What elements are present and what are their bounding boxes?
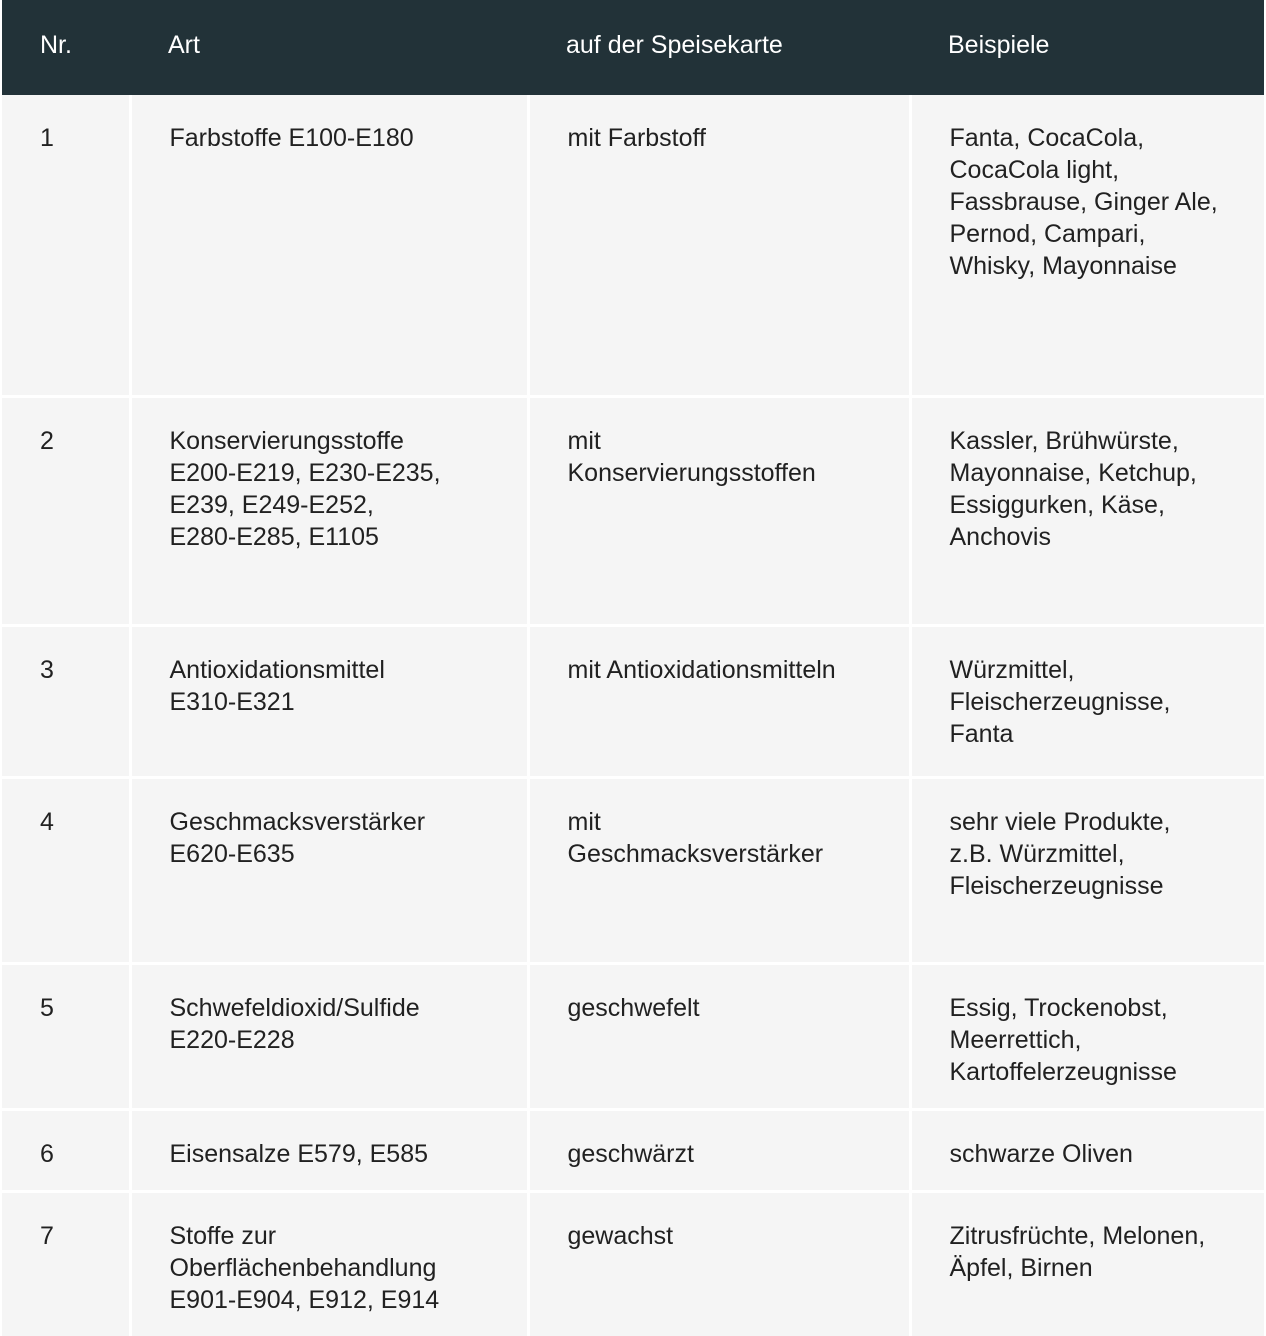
cell-speisekarte-text: geschwefelt (567, 993, 700, 1022)
table-row (2, 1109, 1264, 1191)
cell-art-text: Stoffe zur Oberflächenbehandlung E901-E904, E912, E914 (169, 1221, 440, 1314)
cell-beispiele-text: Kassler, Brühwürste, Mayonnaise, Ketchup, Essiggurken, Käse, Anchovis (949, 426, 1197, 551)
cell-nr-text: 7 (40, 1221, 54, 1250)
cell-speisekarte-text: mit Farbstoff (567, 124, 706, 152)
cell-art (130, 625, 528, 777)
cell-nr-text: 4 (40, 807, 54, 836)
cell-speisekarte (528, 1109, 910, 1191)
cell-art (130, 1191, 528, 1336)
cell-beispiele-text: Würzmittel, Fleischerzeugnisse, Fanta (949, 655, 1171, 748)
cell-nr-text: 5 (40, 993, 54, 1022)
header-speisekarte: auf der Speisekarte (566, 30, 783, 59)
cell-beispiele (910, 95, 1264, 396)
cell-beispiele (910, 1191, 1264, 1336)
cell-speisekarte-text: geschwärzt (567, 1139, 694, 1168)
cell-speisekarte (528, 963, 910, 1109)
table-row (2, 1191, 1264, 1336)
header-nr: Nr. (40, 30, 72, 59)
cell-nr-text: 6 (40, 1139, 54, 1168)
table-row (2, 777, 1264, 963)
cell-beispiele-text: sehr viele Produkte, z.B. Würzmittel, Fleischerzeugnisse (949, 807, 1171, 900)
cell-nr (2, 625, 130, 777)
cell-speisekarte-text: gewachst (567, 1221, 674, 1250)
cell-beispiele-text: Fanta, CocaCola, CocaCola light, Fassbrause, Ginger Ale, Pernod, Campari, Whisky, Mayonnaise (949, 124, 1218, 280)
cell-speisekarte-text: mit Geschmacksverstärker (567, 807, 824, 868)
table-row (2, 95, 1264, 396)
cell-nr (2, 963, 130, 1109)
table-header (2, 0, 1264, 95)
cell-speisekarte (528, 1191, 910, 1336)
cell-art-text: Antioxidationsmittel E310-E321 (169, 655, 385, 716)
table-row (2, 625, 1264, 777)
cell-beispiele (910, 1109, 1264, 1191)
cell-beispiele (910, 396, 1264, 625)
cell-speisekarte (528, 396, 910, 625)
cell-nr (2, 777, 130, 963)
cell-art (130, 777, 528, 963)
cell-nr (2, 396, 130, 625)
cell-art-text: Geschmacksverstärker E620-E635 (169, 807, 426, 868)
cell-speisekarte-text: mit Konservierungsstoffen (567, 426, 816, 487)
cell-nr (2, 1191, 130, 1336)
cell-nr-text: 2 (40, 426, 54, 455)
cell-speisekarte-text: mit Antioxidationsmitteln (567, 655, 836, 684)
table-row (2, 963, 1264, 1109)
table-body (2, 95, 1264, 1336)
cell-beispiele-text: schwarze Oliven (949, 1139, 1133, 1168)
header-beispiele: Beispiele (948, 30, 1050, 59)
cell-art-text: Farbstoffe E100-E180 (169, 124, 414, 152)
cell-art (130, 95, 528, 396)
header-art: Art (168, 30, 200, 59)
header-row (2, 0, 1264, 95)
cell-beispiele-text: Essig, Trockenobst, Meerrettich, Kartoffelerzeugnisse (949, 993, 1177, 1086)
cell-beispiele (910, 963, 1264, 1109)
additives-table (2, 0, 1264, 1336)
cell-speisekarte (528, 625, 910, 777)
cell-art (130, 1109, 528, 1191)
cell-art-text: Eisensalze E579, E585 (169, 1139, 429, 1168)
cell-nr (2, 95, 130, 396)
cell-beispiele (910, 777, 1264, 963)
table-row (2, 396, 1264, 625)
cell-nr (2, 1109, 130, 1191)
cell-beispiele-text: Zitrusfrüchte, Melonen, Äpfel, Birnen (949, 1221, 1206, 1282)
cell-art-text: Konservierungsstoffe E200-E219, E230-E235, E239, E249-E252, E280-E285, E1105 (169, 426, 441, 551)
cell-nr-text: 1 (40, 124, 54, 152)
cell-beispiele (910, 625, 1264, 777)
cell-art (130, 396, 528, 625)
cell-speisekarte (528, 777, 910, 963)
cell-art-text: Schwefeldioxid/Sulfide E220-E228 (169, 993, 420, 1054)
cell-nr-text: 3 (40, 655, 54, 684)
cell-art (130, 963, 528, 1109)
cell-speisekarte (528, 95, 910, 396)
